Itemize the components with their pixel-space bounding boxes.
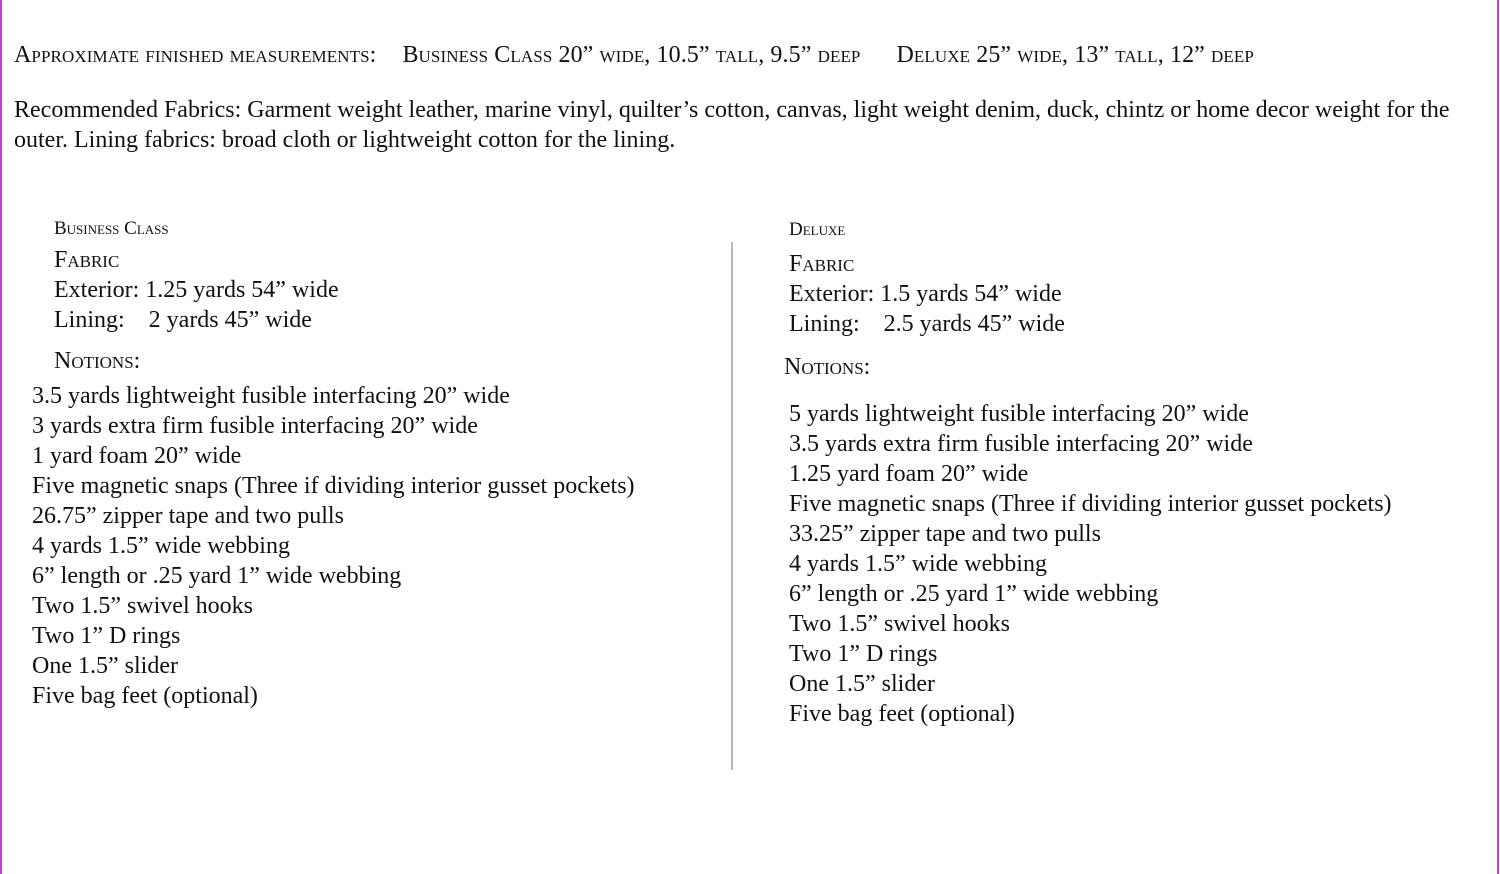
- page-border-right: [1497, 0, 1499, 874]
- business-lining: Lining: 2 yards 45” wide: [54, 307, 312, 333]
- list-item: Two 1” D rings: [32, 623, 181, 649]
- deluxe-notions-list: [789, 399, 1392, 729]
- list-item: 3 yards extra firm fusible interfacing 20” wide: [32, 413, 478, 439]
- list-item: One 1.5” slider: [32, 653, 178, 679]
- list-item: Two 1.5” swivel hooks: [32, 593, 253, 619]
- list-item: 26.75” zipper tape and two pulls: [32, 503, 344, 529]
- deluxe-fabric-heading: Fabric: [789, 251, 855, 277]
- list-item: 4 yards 1.5” wide webbing: [789, 551, 1047, 577]
- list-item: 1 yard foam 20” wide: [32, 443, 242, 469]
- deluxe-exterior: Exterior: 1.5 yards 54” wide: [789, 281, 1062, 307]
- list-item: One 1.5” slider: [789, 671, 935, 697]
- business-notions-heading: Notions:: [54, 348, 141, 374]
- deluxe-lining: Lining: 2.5 yards 45” wide: [789, 311, 1065, 337]
- business-notions-list: [32, 381, 635, 711]
- business-exterior: Exterior: 1.25 yards 54” wide: [54, 277, 339, 303]
- list-item: 1.25 yard foam 20” wide: [789, 461, 1029, 487]
- list-item: 5 yards lightweight fusible interfacing 20” wide: [789, 401, 1249, 427]
- business-class-title: Business Class: [54, 218, 169, 239]
- list-item: Five magnetic snaps (Three if dividing interior gusset pockets): [32, 473, 635, 499]
- measurements-label: Approximate finished measurements:: [14, 42, 377, 68]
- list-item: 3.5 yards extra firm fusible interfacing 20” wide: [789, 431, 1253, 457]
- list-item: 6” length or .25 yard 1” wide webbing: [32, 563, 402, 589]
- deluxe-title: Deluxe: [789, 219, 846, 240]
- list-item: 4 yards 1.5” wide webbing: [32, 533, 290, 559]
- business-fabric-heading: Fabric: [54, 247, 120, 273]
- deluxe-measurements: Deluxe 25” wide, 13” tall, 12” deep: [896, 42, 1254, 68]
- list-item: Five magnetic snaps (Three if dividing interior gusset pockets): [789, 491, 1392, 517]
- deluxe-notions-heading: Notions:: [784, 354, 871, 380]
- recommended-fabrics: Recommended Fabrics: Garment weight leather, marine vinyl, quilter’s cotton, canvas, light weight denim, duck, chintz or home decor weight for the outer. Lining fabrics: broad cloth or lightweight cotton for the lining.: [14, 97, 1450, 153]
- list-item: 3.5 yards lightweight fusible interfacing 20” wide: [32, 383, 510, 409]
- list-item: Five bag feet (optional): [789, 701, 1015, 727]
- column-divider: [731, 242, 733, 770]
- list-item: Five bag feet (optional): [32, 683, 258, 709]
- list-item: Two 1” D rings: [789, 641, 938, 667]
- page-border-left: [0, 0, 2, 874]
- finished-measurements: [14, 38, 1254, 72]
- list-item: 33.25” zipper tape and two pulls: [789, 521, 1101, 547]
- list-item: 6” length or .25 yard 1” wide webbing: [789, 581, 1159, 607]
- list-item: Two 1.5” swivel hooks: [789, 611, 1010, 637]
- business-class-measurements: Business Class 20” wide, 10.5” tall, 9.5” deep: [402, 42, 861, 68]
